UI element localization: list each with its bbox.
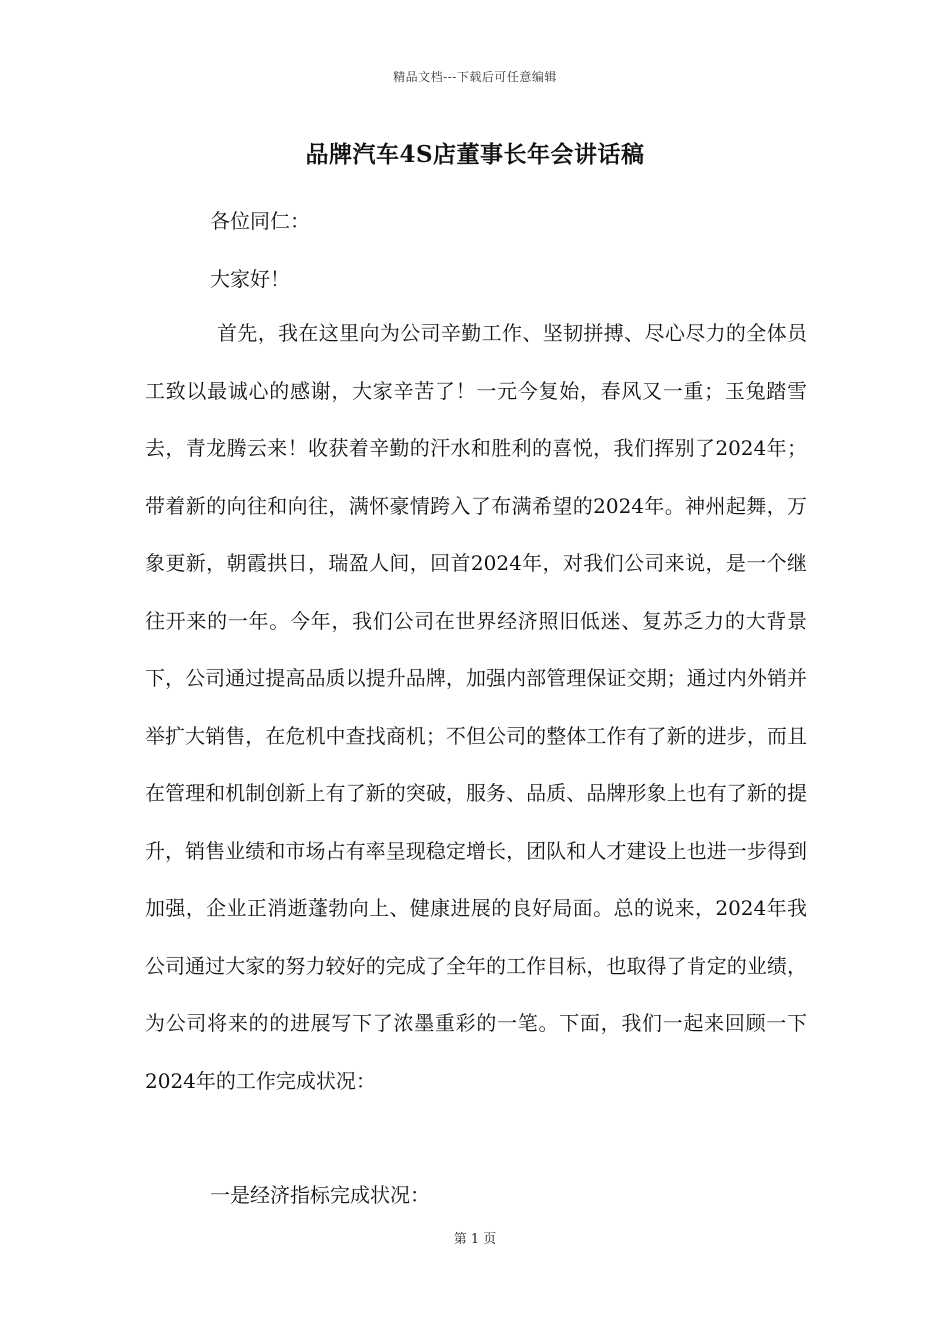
document-title: 品牌汽车4S店董事长年会讲话稿	[305, 141, 645, 168]
paragraph-opening: 首先，我在这里向为公司辛勤工作、坚韧拼搏、尽心尽力的全体员工致以最诚心的感谢，大家辛苦了！一元今复始，春风又一重；玉兔踏雪去，青龙腾云来！收获着辛勤的汗水和胜利的喜悦，我们挥别了2024年；带着新的向往和向往，满怀豪情跨入了布满希望的2024年。神州起舞，万象更新，朝霞拱日，瑞盈人间，回首2024年，对我们公司来说，是一个继往开来的一年。今年，我们公司在世界经济照旧低迷、复苏乏力的大背景下，公司通过提高品质以提升品牌，加强内部管理保证交期；通过内外销并举扩大销售，在危机中查找商机；不但公司的整体工作有了新的进步，而且在管理和机制创新上有了新的突破，服务、品质、品牌形象上也有了新的提升，销售业绩和市场占有率呈现稳定增长，团队和人才建设上也进一步得到加强，企业正消逝蓬勃向上、健康进展的良好局面。总的说来，2024年我公司通过大家的努力较好的完成了全年的工作目标，也取得了肯定的业绩，为公司将来的的进展写下了浓墨重彩的一笔。下面，我们一起来回顾一下2024年的工作完成状况：	[145, 321, 807, 1093]
greeting: 大家好！	[210, 267, 290, 291]
section-heading-economic-indicators: 一是经济指标完成状况：	[210, 1183, 430, 1207]
header-note: 精品文档---下载后可任意编辑	[393, 70, 557, 84]
page-number: 第 1 页	[453, 1232, 497, 1247]
salutation: 各位同仁：	[210, 209, 310, 233]
